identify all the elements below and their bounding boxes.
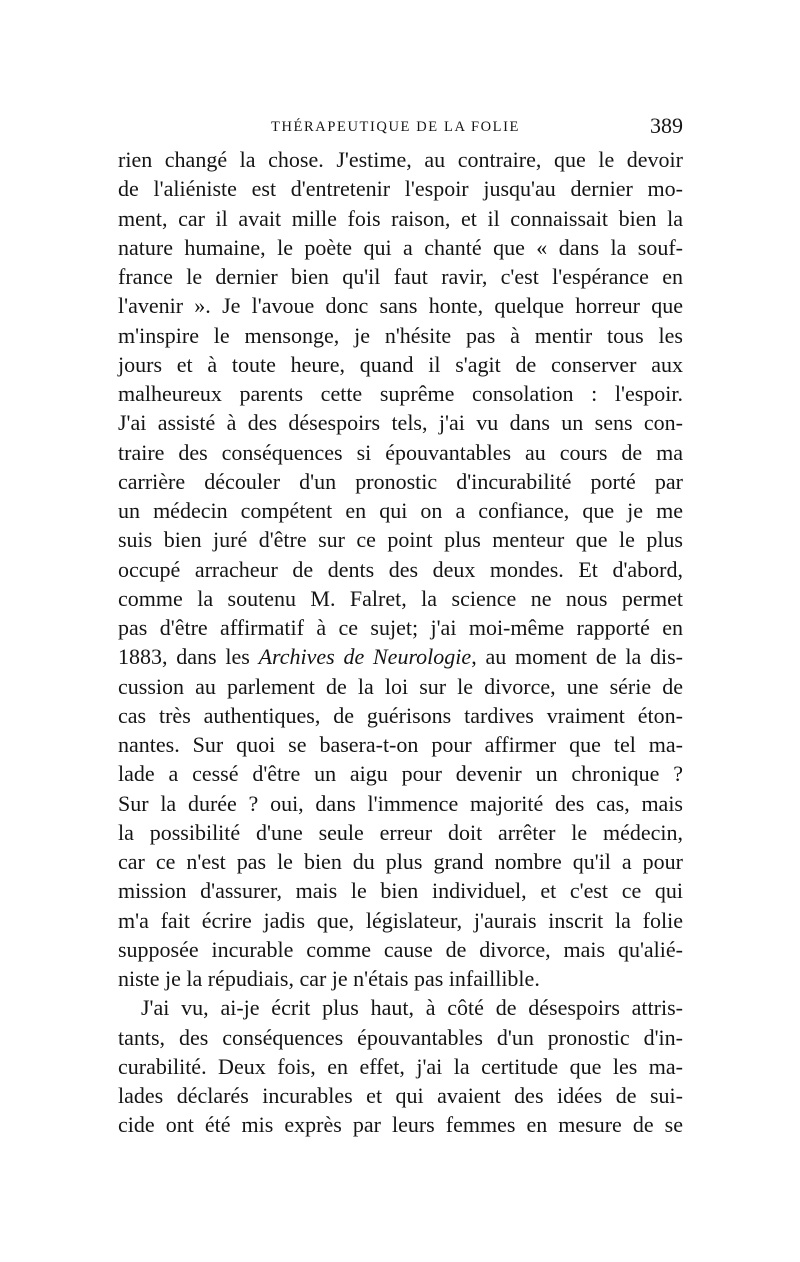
text-line: curabilité. Deux fois, en effet, j'ai la certitude que les ma- bbox=[118, 1053, 683, 1079]
text-line: jours et à toute heure, quand il s'agit de conserver aux bbox=[118, 351, 683, 377]
text-fragment: 1883, dans les bbox=[118, 644, 259, 670]
text-line: suis bien juré d'être sur ce point plus menteur que le plus bbox=[118, 527, 683, 553]
text-fragment: , au moment de la dis- bbox=[471, 644, 684, 670]
text-line: france le dernier bien qu'il faut ravir, c'est l'espérance en bbox=[118, 264, 683, 289]
paragraph-first-line: J'ai vu, ai-je écrit plus haut, à côté de désespoirs attris- bbox=[141, 995, 683, 1021]
text-line: de l'aliéniste est d'entretenir l'espoir jusqu'au dernier mo- bbox=[118, 176, 683, 202]
page-header bbox=[118, 113, 683, 143]
running-title: THÉRAPEUTIQUE DE LA FOLIE bbox=[271, 119, 521, 135]
text-line: car ce n'est pas le bien du plus grand nombre qu'il a pour bbox=[118, 849, 683, 874]
text-line: lade a cessé d'être un aigu pour devenir un chronique ? bbox=[118, 761, 683, 787]
text-line: carrière découler d'un pronostic d'incurabilité porté par bbox=[118, 468, 683, 494]
text-line: rien changé la chose. J'estime, au contraire, que le devoir bbox=[118, 147, 683, 172]
journal-title: Archives de Neurologie bbox=[258, 644, 472, 670]
text-line: cas très authentiques, de guérisons tardives vraiment éton- bbox=[118, 702, 683, 728]
text-line: cussion au parlement de la loi sur le divorce, une série de bbox=[118, 673, 683, 699]
text-line: m'a fait écrire jadis que, législateur, j'aurais inscrit la folie bbox=[118, 907, 683, 933]
text-line: supposée incurable comme cause de divorce, mais qu'alié- bbox=[118, 936, 683, 962]
text-line-with-citation bbox=[118, 642, 683, 671]
text-line: cide ont été mis exprès par leurs femmes en mesure de se bbox=[118, 1112, 683, 1138]
text-line: lades déclarés incurables et qui avaient des idées de sui- bbox=[118, 1083, 683, 1108]
paragraph-last-line: niste je la répudiais, car je n'étais pas infaillible. bbox=[118, 966, 540, 991]
text-line: tants, des conséquences épouvantables d'un pronostic d'in- bbox=[118, 1024, 683, 1050]
text-line: un médecin compétent en qui on a confiance, que je me bbox=[118, 498, 683, 523]
body-text bbox=[118, 145, 683, 1140]
text-line: J'ai assisté à des désespoirs tels, j'ai vu dans un sens con- bbox=[118, 410, 683, 436]
text-line: Sur la durée ? oui, dans l'immence majorité des cas, mais bbox=[118, 790, 683, 816]
text-line: pas d'être affirmatif à ce sujet; j'ai moi-même rapporté en bbox=[118, 615, 683, 640]
text-line: ment, car il avait mille fois raison, et il connaissait bien la bbox=[118, 205, 683, 231]
page-number: 389 bbox=[650, 113, 683, 138]
text-line: l'avenir ». Je l'avoue donc sans honte, quelque horreur que bbox=[118, 293, 683, 319]
text-line: nantes. Sur quoi se basera-t-on pour affirmer que tel ma- bbox=[118, 732, 683, 757]
text-line: nature humaine, le poète qui a chanté que « dans la souf- bbox=[118, 234, 683, 260]
text-line: occupé arracheur de dents des deux mondes. Et d'abord, bbox=[118, 556, 683, 582]
text-line: comme la soutenu M. Falret, la science ne nous permet bbox=[118, 585, 683, 611]
text-line: mission d'assurer, mais le bien individuel, et c'est ce qui bbox=[118, 878, 683, 904]
text-line: malheureux parents cette suprême consolation : l'espoir. bbox=[118, 381, 683, 406]
text-line: la possibilité d'une seule erreur doit arrêter le médecin, bbox=[118, 819, 683, 845]
text-line: m'inspire le mensonge, je n'hésite pas à mentir tous les bbox=[118, 322, 683, 348]
text-line: traire des conséquences si épouvantables au cours de ma bbox=[118, 439, 683, 465]
